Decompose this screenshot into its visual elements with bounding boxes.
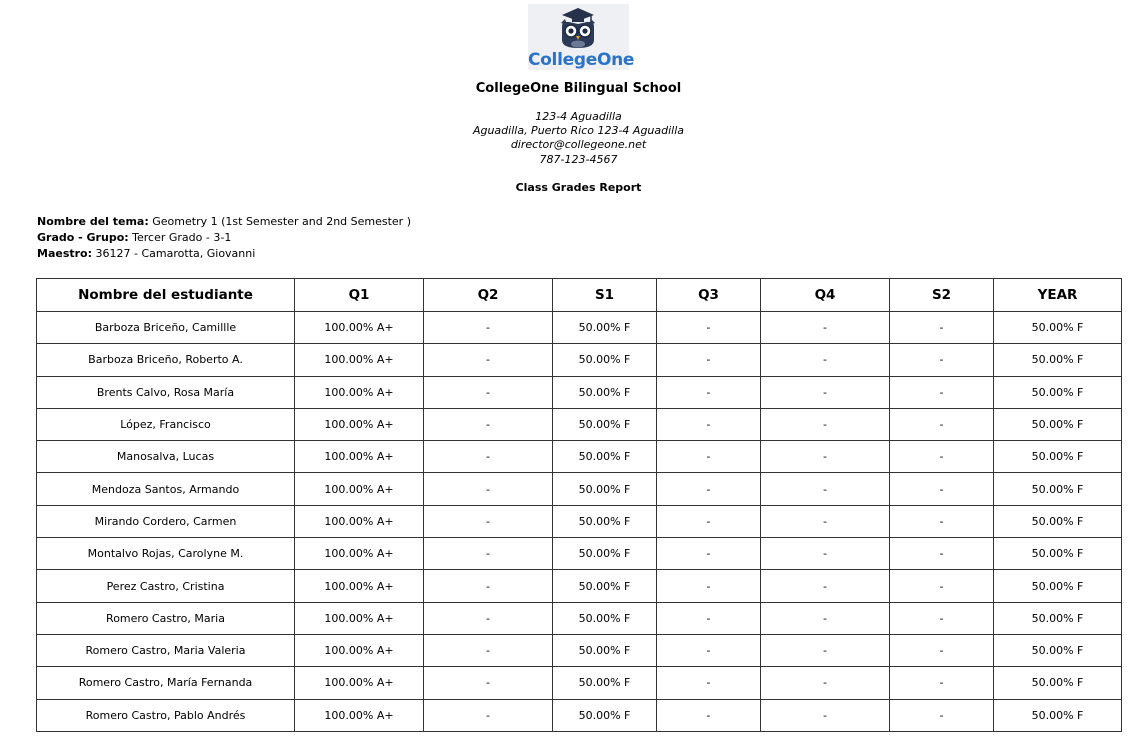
year-cell: 50.00% F (994, 699, 1122, 731)
report-title: Class Grades Report (515, 181, 642, 194)
q2-cell: - (424, 699, 553, 731)
q1-cell: 100.00% A+ (295, 441, 424, 473)
year-cell: 50.00% F (994, 570, 1122, 602)
s2-cell: - (890, 312, 994, 344)
q2-cell: - (424, 570, 553, 602)
q1-cell: 100.00% A+ (295, 376, 424, 408)
grades-table (36, 278, 1122, 732)
q4-cell: - (761, 408, 890, 440)
q1-cell: 100.00% A+ (295, 344, 424, 376)
q2-cell: - (424, 634, 553, 666)
table-row (37, 441, 1122, 473)
q1-cell: 100.00% A+ (295, 408, 424, 440)
q2-cell: - (424, 667, 553, 699)
grade-group-label: Grado - Grupo: (37, 231, 129, 244)
subject-line (37, 214, 411, 230)
table-row (37, 408, 1122, 440)
owl-graduate-icon (528, 4, 629, 50)
q1-cell: 100.00% A+ (295, 667, 424, 699)
year-cell: 50.00% F (994, 441, 1122, 473)
student-name-cell: López, Francisco (37, 408, 295, 440)
q1-cell: 100.00% A+ (295, 538, 424, 570)
q3-cell: - (657, 408, 761, 440)
header-student-name: Nombre del estudiante (37, 279, 295, 312)
q4-cell: - (761, 376, 890, 408)
q3-cell: - (657, 344, 761, 376)
q4-cell: - (761, 602, 890, 634)
q3-cell: - (657, 634, 761, 666)
subject-label: Nombre del tema: (37, 215, 149, 228)
table-row (37, 602, 1122, 634)
s1-cell: 50.00% F (553, 505, 657, 537)
header-q1: Q1 (295, 279, 424, 312)
student-name-cell: Romero Castro, Maria (37, 602, 295, 634)
header-q4: Q4 (761, 279, 890, 312)
s1-cell: 50.00% F (553, 634, 657, 666)
q4-cell: - (761, 538, 890, 570)
q4-cell: - (761, 312, 890, 344)
s1-cell: 50.00% F (553, 408, 657, 440)
table-header-row (37, 279, 1122, 312)
student-name-cell: Manosalva, Lucas (37, 441, 295, 473)
q1-cell: 100.00% A+ (295, 505, 424, 537)
s1-cell: 50.00% F (553, 602, 657, 634)
q3-cell: - (657, 602, 761, 634)
school-name: CollegeOne Bilingual School (475, 81, 682, 96)
student-name-cell: Perez Castro, Cristina (37, 570, 295, 602)
address-line-2: Aguadilla, Puerto Rico 123-4 Aguadilla (472, 124, 685, 138)
q2-cell: - (424, 538, 553, 570)
year-cell: 50.00% F (994, 667, 1122, 699)
school-phone: 787-123-4567 (539, 152, 618, 166)
student-name-cell: Mendoza Santos, Armando (37, 473, 295, 505)
q3-cell: - (657, 570, 761, 602)
header-q3: Q3 (657, 279, 761, 312)
q3-cell: - (657, 667, 761, 699)
header-s1: S1 (553, 279, 657, 312)
s2-cell: - (890, 473, 994, 505)
q1-cell: 100.00% A+ (295, 312, 424, 344)
s2-cell: - (890, 408, 994, 440)
logo-wordmark: CollegeOne (528, 50, 635, 70)
year-cell: 50.00% F (994, 602, 1122, 634)
q4-cell: - (761, 699, 890, 731)
s1-cell: 50.00% F (553, 376, 657, 408)
year-cell: 50.00% F (994, 312, 1122, 344)
header-year: YEAR (994, 279, 1122, 312)
student-name-cell: Barboza Briceño, Roberto A. (37, 344, 295, 376)
grade-group-line (37, 230, 411, 246)
q3-cell: - (657, 473, 761, 505)
s2-cell: - (890, 667, 994, 699)
student-name-cell: Romero Castro, María Fernanda (37, 667, 295, 699)
table-row (37, 505, 1122, 537)
q2-cell: - (424, 408, 553, 440)
q1-cell: 100.00% A+ (295, 699, 424, 731)
table-row (37, 699, 1122, 731)
s1-cell: 50.00% F (553, 667, 657, 699)
table-row (37, 473, 1122, 505)
s1-cell: 50.00% F (553, 312, 657, 344)
s2-cell: - (890, 699, 994, 731)
table-row (37, 312, 1122, 344)
s1-cell: 50.00% F (553, 441, 657, 473)
s1-cell: 50.00% F (553, 538, 657, 570)
q3-cell: - (657, 441, 761, 473)
teacher-value: 36127 - Camarotta, Giovanni (95, 247, 256, 260)
q3-cell: - (657, 505, 761, 537)
table-row (37, 344, 1122, 376)
q3-cell: - (657, 538, 761, 570)
school-address (0, 110, 1147, 167)
q1-cell: 100.00% A+ (295, 473, 424, 505)
year-cell: 50.00% F (994, 634, 1122, 666)
table-row (37, 667, 1122, 699)
year-cell: 50.00% F (994, 408, 1122, 440)
q3-cell: - (657, 376, 761, 408)
s1-cell: 50.00% F (553, 344, 657, 376)
q2-cell: - (424, 344, 553, 376)
q3-cell: - (657, 312, 761, 344)
q4-cell: - (761, 473, 890, 505)
q4-cell: - (761, 441, 890, 473)
q1-cell: 100.00% A+ (295, 634, 424, 666)
s2-cell: - (890, 602, 994, 634)
year-cell: 50.00% F (994, 376, 1122, 408)
teacher-label: Maestro: (37, 247, 93, 260)
year-cell: 50.00% F (994, 344, 1122, 376)
s2-cell: - (890, 634, 994, 666)
table-row (37, 376, 1122, 408)
year-cell: 50.00% F (994, 473, 1122, 505)
q4-cell: - (761, 634, 890, 666)
school-email: director@collegeone.net (510, 138, 647, 152)
s2-cell: - (890, 376, 994, 408)
table-row (37, 634, 1122, 666)
subject-value: Geometry 1 (1st Semester and 2nd Semester ) (152, 215, 411, 228)
s1-cell: 50.00% F (553, 699, 657, 731)
q2-cell: - (424, 312, 553, 344)
student-name-cell: Brents Calvo, Rosa María (37, 376, 295, 408)
s2-cell: - (890, 505, 994, 537)
s2-cell: - (890, 344, 994, 376)
student-name-cell: Romero Castro, Maria Valeria (37, 634, 295, 666)
table-row (37, 570, 1122, 602)
report-meta (37, 214, 411, 262)
student-name-cell: Mirando Cordero, Carmen (37, 505, 295, 537)
s1-cell: 50.00% F (553, 570, 657, 602)
q4-cell: - (761, 667, 890, 699)
q4-cell: - (761, 505, 890, 537)
q2-cell: - (424, 473, 553, 505)
table-row (37, 538, 1122, 570)
s2-cell: - (890, 441, 994, 473)
q2-cell: - (424, 441, 553, 473)
q3-cell: - (657, 699, 761, 731)
student-name-cell: Barboza Briceño, Camillle (37, 312, 295, 344)
school-logo (528, 4, 635, 70)
q2-cell: - (424, 602, 553, 634)
s2-cell: - (890, 570, 994, 602)
teacher-line (37, 246, 411, 262)
header-q2: Q2 (424, 279, 553, 312)
q1-cell: 100.00% A+ (295, 602, 424, 634)
q4-cell: - (761, 570, 890, 602)
s1-cell: 50.00% F (553, 473, 657, 505)
header-s2: S2 (890, 279, 994, 312)
year-cell: 50.00% F (994, 538, 1122, 570)
q2-cell: - (424, 505, 553, 537)
q2-cell: - (424, 376, 553, 408)
q4-cell: - (761, 344, 890, 376)
address-line-1: 123-4 Aguadilla (535, 110, 622, 123)
grade-group-value: Tercer Grado - 3-1 (132, 231, 232, 244)
student-name-cell: Montalvo Rojas, Carolyne M. (37, 538, 295, 570)
q1-cell: 100.00% A+ (295, 570, 424, 602)
student-name-cell: Romero Castro, Pablo Andrés (37, 699, 295, 731)
s2-cell: - (890, 538, 994, 570)
year-cell: 50.00% F (994, 505, 1122, 537)
